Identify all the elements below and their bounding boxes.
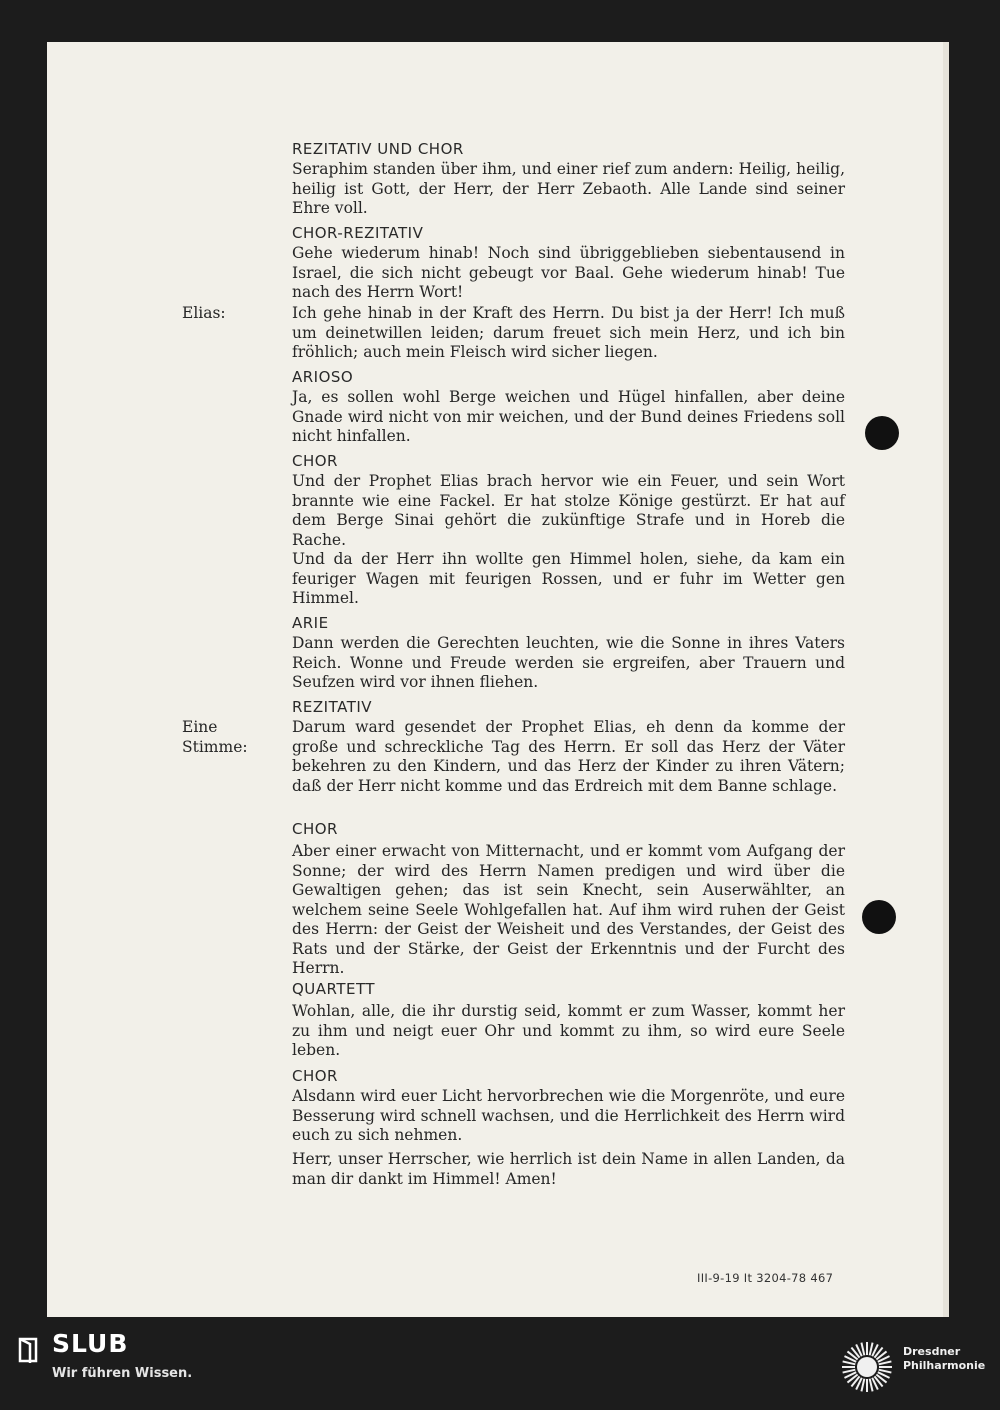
speaker-label: Elias: — [182, 304, 226, 322]
catalog-number: III-9-19 It 3204-78 467 — [697, 1271, 834, 1285]
page-edge — [943, 42, 949, 1317]
section-heading: CHOR — [292, 820, 338, 838]
text-paragraph: Seraphim standen über ihm, und einer rief zum andern: Heilig, heilig, heilig ist Gott, der Herr, der Herr Zebaoth. Alle Lande sind seiner Ehre voll. — [292, 160, 845, 217]
slub-logo-text[interactable]: SLUB — [52, 1329, 129, 1358]
section-heading: CHOR — [292, 1067, 338, 1085]
text-paragraph: Und da der Herr ihn wollte gen Himmel holen, siehe, da kam ein feuriger Wagen mit feurigen Rossen, und er fuhr im Wetter gen Himmel. — [292, 550, 845, 607]
footer-bar — [0, 1317, 1000, 1410]
partner-name-line1: Dresdner — [903, 1345, 961, 1358]
text-paragraph: Wohlan, alle, die ihr durstig seid, kommt er zum Wasser, kommt her zu ihm und neigt euer Ohr und kommt zu ihm, so wird eure Seele leben. — [292, 1002, 845, 1059]
section-heading: CHOR-REZITATIV — [292, 224, 424, 242]
text-paragraph: Ich gehe hinab in der Kraft des Herrn. Du bist ja der Herr! Ich muß um deinetwillen leiden; darum freuet sich mein Herz, und ich bin fröhlich; auch mein Fleisch wird sicher liegen. — [292, 304, 845, 361]
text-paragraph: Gehe wiederum hinab! Noch sind übriggeblieben siebentausend in Israel, die sich nicht gebeugt vor Baal. Gehe wiederum hinab! Tue nach des Herrn Wort! — [292, 244, 845, 301]
section-heading: ARIE — [292, 614, 329, 632]
speaker-label: Eine Stimme: — [182, 718, 248, 756]
section-heading: REZITATIV UND CHOR — [292, 140, 464, 158]
punch-hole-upper — [865, 416, 899, 450]
slub-tagline: Wir führen Wissen. — [52, 1366, 193, 1381]
document-page — [47, 42, 949, 1317]
section-heading: QUARTETT — [292, 980, 376, 998]
text-paragraph: Alsdann wird euer Licht hervorbrechen wie die Morgenröte, und eure Besserung wird schnell wachsen, und die Herrlichkeit des Herrn wird euch zu sich nehmen. — [292, 1087, 845, 1144]
dresdner-philharmonie-name[interactable] — [903, 1345, 985, 1373]
section-heading: CHOR — [292, 452, 338, 470]
text-paragraph: Aber einer erwacht von Mitternacht, und er kommt vom Aufgang der Sonne; der wird des Herrn Namen predigen und wird über die Gewaltigen gehen; das ist sein Knecht, sein Auserwählter, an welchem seine Seele Wohlgefallen hat. Auf ihm wird ruhen der Geist des Herrn: der Geist der Weisheit und des Verstandes, der Geist des Rats und der Stärke, der Geist der Erkenntnis und der Furcht des Herrn. — [292, 842, 845, 977]
text-paragraph: Und der Prophet Elias brach hervor wie ein Feuer, und sein Wort brannte wie eine Fackel. Er hat stolze Könige gestürzt. Er hat auf dem Berge Sinai gehört die zukünftige Strafe und in Horeb die Rache. — [292, 472, 845, 549]
slub-logo-icon — [18, 1337, 38, 1363]
section-heading: ARIOSO — [292, 368, 354, 386]
text-paragraph: Herr, unser Herrscher, wie herrlich ist dein Name in allen Landen, da man dir dankt im Himmel! Amen! — [292, 1150, 845, 1188]
text-paragraph: Ja, es sollen wohl Berge weichen und Hügel hinfallen, aber deine Gnade wird nicht von mir weichen, und der Bund deines Friedens soll nicht hinfallen. — [292, 388, 845, 445]
dresdner-philharmonie-logo-icon[interactable] — [841, 1341, 893, 1393]
text-paragraph: Dann werden die Gerechten leuchten, wie die Sonne in ihres Vaters Reich. Wonne und Freude werden sie ergreifen, aber Trauern und Seufzen wird vor ihnen fliehen. — [292, 634, 845, 691]
text-paragraph: Darum ward gesendet der Prophet Elias, eh denn da komme der große und schreckliche Tag des Herrn. Er soll das Herz der Väter bekehren zu den Kindern, und das Herz der Kinder zu ihren Vätern; daß der Herr nicht komme und das Erdreich mit dem Banne schlage. — [292, 718, 845, 795]
punch-hole-lower — [862, 900, 896, 934]
partner-name-line2: Philharmonie — [903, 1359, 986, 1372]
section-heading: REZITATIV — [292, 698, 373, 716]
